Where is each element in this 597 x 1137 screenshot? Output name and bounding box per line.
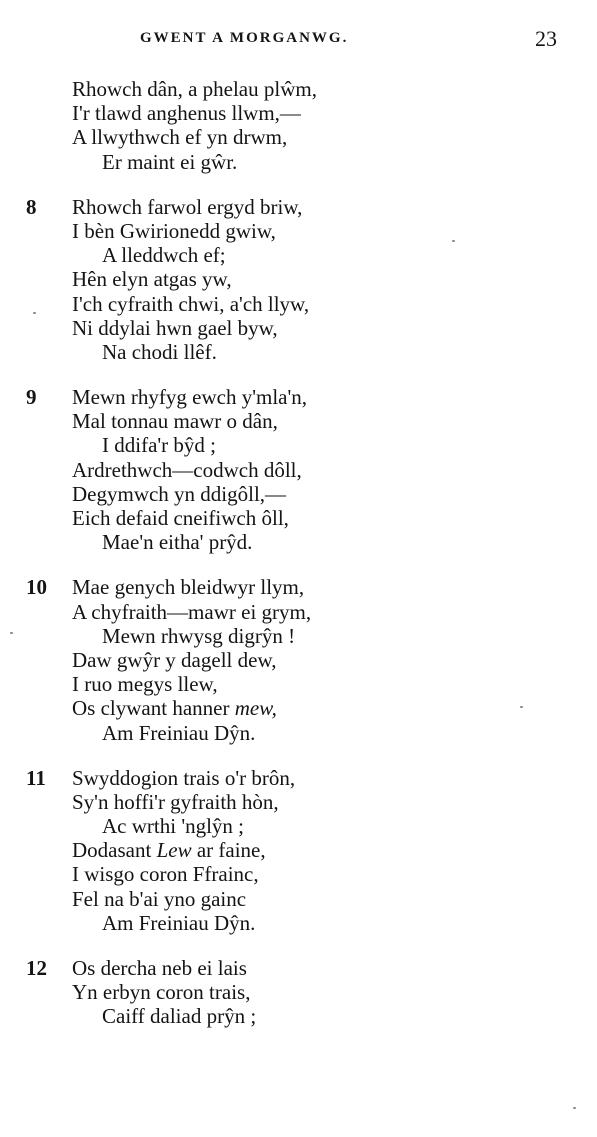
verse-line-text — [72, 672, 218, 696]
verse-line — [0, 721, 597, 745]
verse-text: Os clywant hanner — [72, 696, 235, 721]
verse-line — [0, 292, 597, 316]
verse-line — [0, 624, 597, 648]
verse-line — [0, 150, 597, 174]
verse-text: Degymwch yn ddigôll,— — [72, 481, 287, 506]
verse-text: Rhowch farwol ergyd briw, — [72, 194, 303, 219]
stanza-number: 8 — [26, 194, 37, 219]
verse-line-text — [102, 721, 255, 745]
verse-line-text — [102, 150, 237, 174]
verse-line — [0, 316, 597, 340]
stanza-number: 10 — [26, 575, 47, 600]
stanza-number: 12 — [26, 956, 47, 980]
verse-line-text — [102, 624, 295, 648]
verse-line-text — [72, 219, 276, 243]
verse-emphasis: mew, — [234, 696, 277, 721]
print-speck — [33, 312, 36, 314]
verse-text: Mewn rhyfyg ewch y'mla'n, — [72, 385, 308, 410]
verse-text: I ddifa'r bŷd ; — [102, 433, 217, 458]
verse-line-text — [72, 887, 246, 911]
verse-text: Yn erbyn coron trais, — [72, 980, 251, 1005]
verse-line-text — [72, 101, 301, 125]
verse-line — [0, 340, 597, 364]
verse-line — [0, 766, 597, 790]
verse-line — [0, 696, 597, 720]
verse-text: Ni ddylai hwn gael byw, — [72, 315, 278, 340]
verse-text: Os dercha neb ei lais — [72, 956, 247, 980]
verse-text: Er maint ei gŵr. — [102, 149, 238, 174]
verse-line — [0, 648, 597, 672]
print-speck — [520, 706, 523, 708]
verse-line-text — [72, 267, 232, 291]
verse-line-text — [72, 575, 304, 599]
verse-text: I'r tlawd anghenus llwm,— — [72, 101, 301, 126]
stanza — [0, 385, 597, 554]
verse-line — [0, 790, 597, 814]
verse-text: Am Freiniau Dŷn. — [102, 910, 256, 935]
verse-line-text — [102, 530, 252, 554]
verse-line-text — [72, 125, 287, 149]
verse-line-text — [72, 458, 302, 482]
verse-line-text — [72, 648, 277, 672]
verse-text: Mewn rhwysg digrŷn ! — [102, 623, 296, 648]
print-speck — [573, 1107, 576, 1109]
verse-text: A chyfraith—mawr ei grym, — [72, 599, 312, 624]
verse-line — [0, 862, 597, 886]
verse-text: Fel na b'ai yno gainc — [72, 886, 247, 911]
stanza-number: 9 — [26, 385, 37, 410]
verse-text: I'ch cyfraith chwi, a'ch llyw, — [72, 291, 310, 316]
verse-text: Mal tonnau mawr o dân, — [72, 409, 278, 434]
verse-line — [0, 433, 597, 457]
verse-line — [0, 838, 597, 862]
verse-line — [0, 887, 597, 911]
verse-line-text — [72, 600, 311, 624]
verse-text: A lleddwch ef; — [102, 243, 226, 268]
verse-line — [0, 243, 597, 267]
verse-line — [0, 125, 597, 149]
verse-text: Mae'n eitha' prŷd. — [102, 530, 253, 555]
verse-text: A llwythwch ef yn drwm, — [72, 125, 288, 150]
verse-line-text — [72, 838, 266, 862]
verse-line-text — [72, 862, 259, 886]
page-header — [0, 26, 597, 54]
verse-line — [0, 1004, 597, 1028]
verse-text: I ruo megys llew, — [72, 672, 218, 697]
print-speck — [452, 240, 455, 242]
stanza-number: 11 — [26, 765, 46, 790]
verse-emphasis: Lew — [156, 838, 192, 863]
verse-line-text — [102, 911, 255, 935]
verse-line-text — [102, 433, 216, 457]
verse-text: Eich defaid cneifiwch ôll, — [72, 506, 289, 530]
verse-line — [0, 956, 597, 980]
verse-line — [0, 219, 597, 243]
verse-line-text — [72, 385, 307, 409]
verse-line — [0, 980, 597, 1004]
verse-line-text — [72, 409, 278, 433]
stanza — [0, 956, 597, 1029]
verse-text: Rhowch dân, a phelau plŵm, — [72, 77, 317, 101]
verse-text-after: ar faine, — [191, 838, 266, 863]
verse-line-text — [72, 77, 317, 101]
verse-line-text — [72, 956, 247, 980]
verse-line-text — [72, 506, 289, 530]
verse-line — [0, 77, 597, 101]
verse-line-text — [102, 243, 226, 267]
verse-text: Daw gwŷr y dagell dew, — [72, 647, 277, 672]
verse-line-text — [72, 696, 277, 720]
verse-line-text — [72, 980, 250, 1004]
verse-line — [0, 409, 597, 433]
verse-line — [0, 575, 597, 599]
verse-line — [0, 195, 597, 219]
verse-text: Hên elyn atgas yw, — [72, 267, 232, 292]
verse-text: Ac wrthi 'nglŷn ; — [102, 814, 245, 839]
stanza — [0, 195, 597, 364]
verse-line-text — [72, 316, 278, 340]
stanza — [0, 77, 597, 174]
verse-text: I wisgo coron Ffrainc, — [72, 862, 259, 887]
verse-line — [0, 458, 597, 482]
verse-line — [0, 911, 597, 935]
verse-text: Caiff daliad prŷn ; — [102, 1004, 257, 1029]
verse-text: I bèn Gwirionedd gwiw, — [72, 218, 276, 243]
verse-line — [0, 385, 597, 409]
verse-text: Mae genych bleidwyr llym, — [72, 575, 305, 600]
verse-line — [0, 530, 597, 554]
verse-text: Ardrethwch—codwch dôll, — [72, 457, 302, 482]
stanza — [0, 575, 597, 744]
running-title: GWENT A MORGANWG. — [140, 30, 349, 46]
verse-text: Sy'n hoffi'r gyfraith hòn, — [72, 789, 279, 814]
verse-line — [0, 672, 597, 696]
verse-line — [0, 267, 597, 291]
print-speck — [10, 632, 13, 634]
verse-text: Am Freiniau Dŷn. — [102, 720, 256, 745]
stanza — [0, 766, 597, 935]
poem-body — [0, 77, 597, 1050]
verse-line-text — [72, 195, 302, 219]
page-number: 23 — [535, 26, 557, 51]
verse-text: Dodasant — [72, 838, 157, 863]
verse-line — [0, 506, 597, 530]
verse-line-text — [102, 814, 244, 838]
verse-line-text — [72, 790, 279, 814]
verse-line-text — [72, 292, 309, 316]
verse-line — [0, 600, 597, 624]
verse-line — [0, 101, 597, 125]
verse-line — [0, 482, 597, 506]
verse-text: Swyddogion trais o'r brôn, — [72, 765, 296, 790]
verse-line-text — [72, 766, 295, 790]
verse-text: Na chodi llêf. — [102, 339, 217, 364]
verse-line-text — [72, 482, 286, 506]
verse-line — [0, 814, 597, 838]
verse-line-text — [102, 340, 217, 364]
verse-line-text — [102, 1004, 256, 1028]
